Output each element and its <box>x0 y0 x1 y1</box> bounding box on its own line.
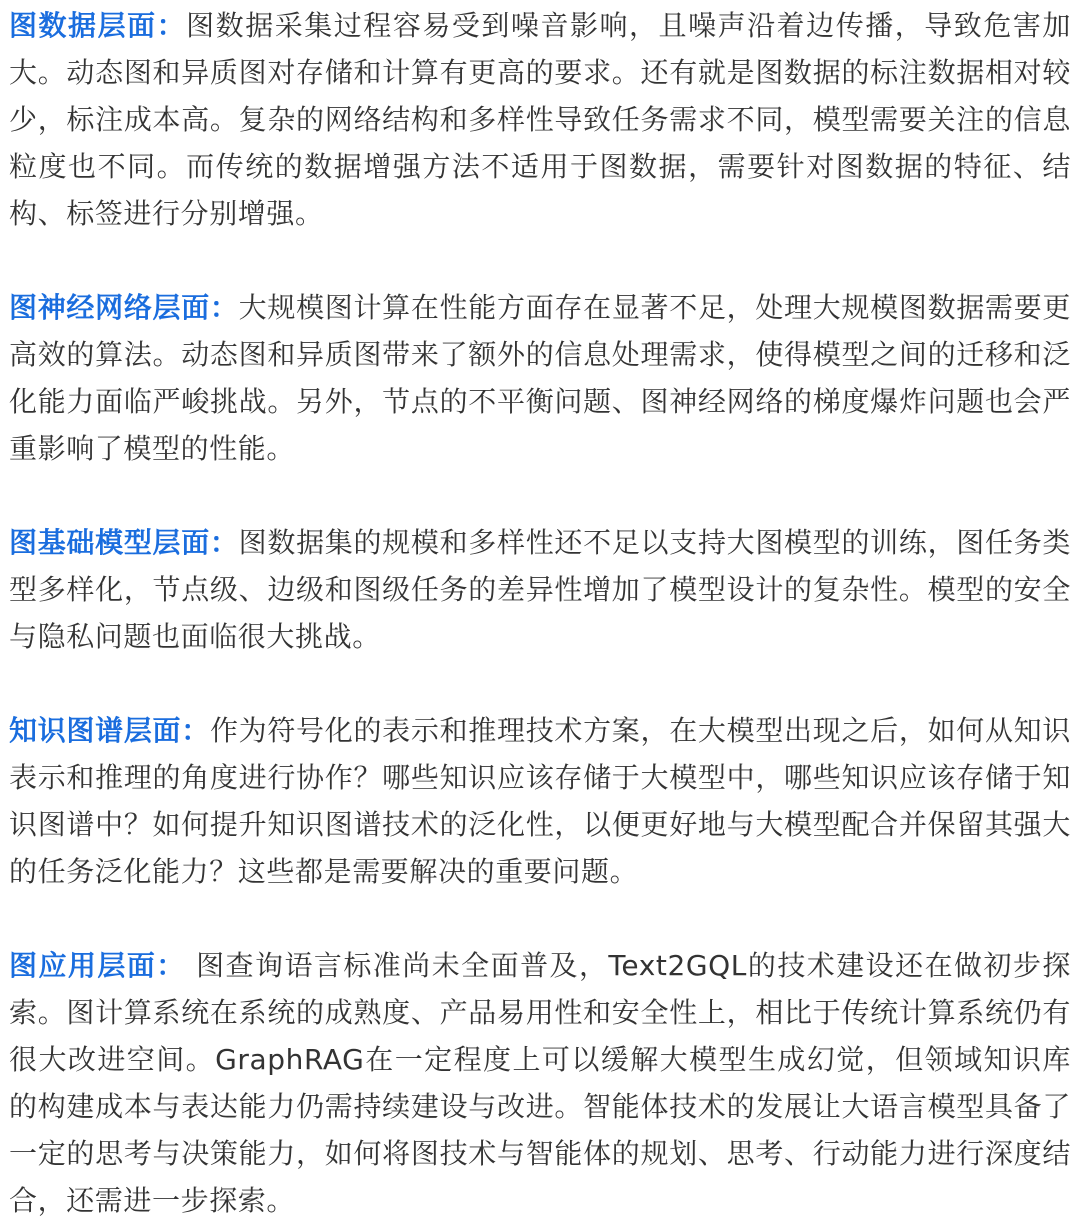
section-heading: 图数据层面： <box>9 9 187 42</box>
section-knowledge-graph <box>9 707 1071 895</box>
section-foundation-model <box>9 519 1071 660</box>
section-text: 大规模图计算在性能方面存在显著不足，处理大规模图数据需要更高效的算法。动态图和异质图带来了额外的信息处理需求，使得模型之间的迁移和泛化能力面临严峻挑战。另外，节点的不平衡问题、图神经网络的梯度爆炸问题也会严重影响了模型的性能。 <box>9 291 1072 465</box>
section-text: 图数据采集过程容易受到噪音影响，且噪声沿着边传播，导致危害加大。动态图和异质图对存储和计算有更高的要求。还有就是图数据的标注数据相对较少，标注成本高。复杂的网络结构和多样性导致任务需求不同，模型需要关注的信息粒度也不同。而传统的数据增强方法不适用于图数据，需要针对图数据的特征、结构、标签进行分别增强。 <box>9 9 1071 230</box>
section-graph-application <box>9 942 1071 1224</box>
section-text: 图查询语言标准尚未全面普及，Text2GQL的技术建设还在做初步探索。图计算系统在系统的成熟度、产品易用性和安全性上，相比于传统计算系统仍有很大改进空间。GraphRAG在一定程度上可以缓解大模型生成幻觉，但领域知识库的构建成本与表达能力仍需持续建设与改进。智能体技术的发展让大语言模型具备了一定的思考与决策能力，如何将图技术与智能体的规划、思考、行动能力进行深度结合，还需进一步探索。 <box>9 949 1071 1217</box>
section-heading: 图应用层面： <box>9 949 186 982</box>
section-text: 图数据集的规模和多样性还不足以支持大图模型的训练，图任务类型多样化，节点级、边级和图级任务的差异性增加了模型设计的复杂性。模型的安全与隐私问题也面临很大挑战。 <box>9 526 1072 653</box>
section-gnn <box>9 284 1071 472</box>
section-text: 作为符号化的表示和推理技术方案，在大模型出现之后，如何从知识表示和推理的角度进行协作？哪些知识应该存储于大模型中，哪些知识应该存储于知识图谱中？如何提升知识图谱技术的泛化性，以便更好地与大模型配合并保留其强大的任务泛化能力？这些都是需要解决的重要问题。 <box>9 714 1071 888</box>
section-graph-data <box>9 2 1071 237</box>
section-heading: 图基础模型层面： <box>9 526 239 559</box>
section-heading: 知识图谱层面： <box>9 714 210 747</box>
section-heading: 图神经网络层面： <box>9 291 239 324</box>
